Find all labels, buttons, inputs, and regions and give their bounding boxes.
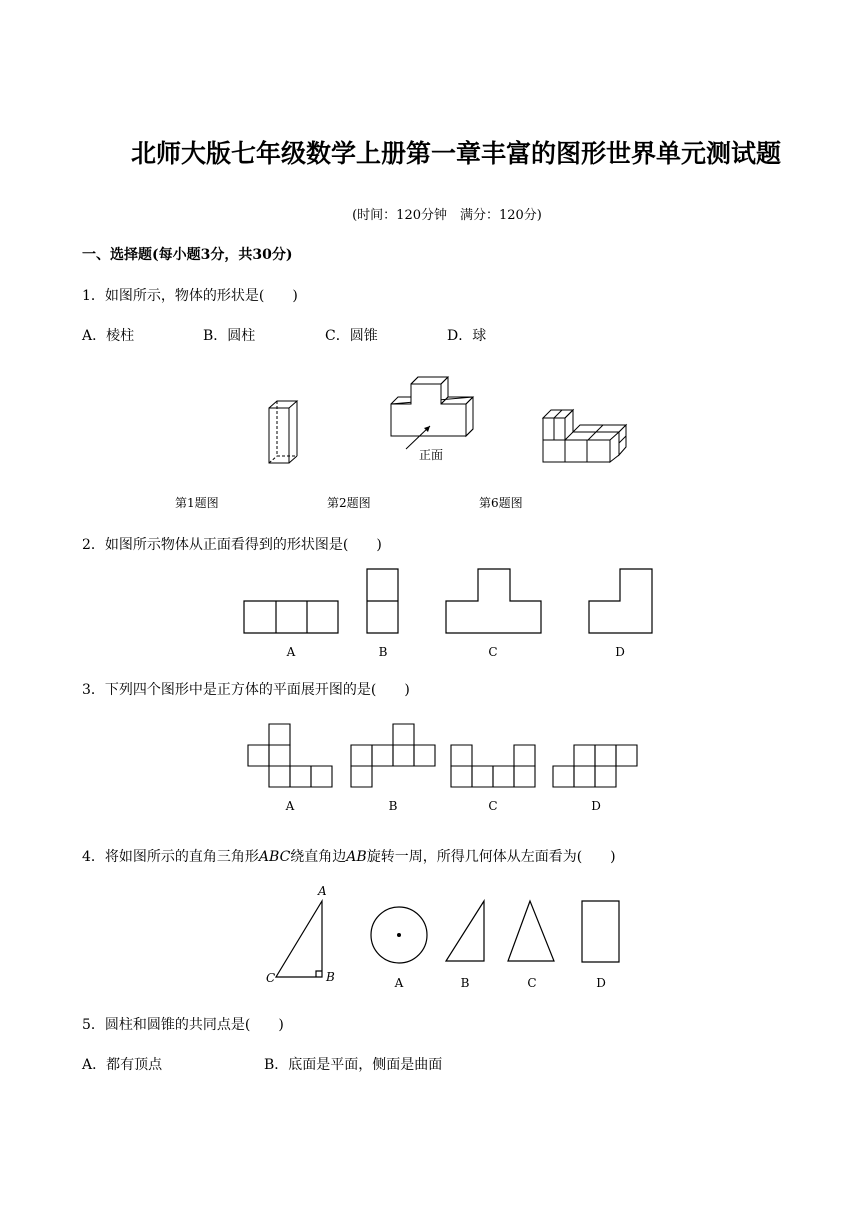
q5-option-a: A．都有顶点 bbox=[82, 1057, 163, 1073]
q3-label-a: A bbox=[285, 799, 295, 813]
q3-label-c: C bbox=[488, 799, 498, 813]
question-5-stem: 5．圆柱和圆锥的共同点是( ) bbox=[82, 1017, 284, 1033]
q5-option-b: B．底面是平面，侧面是曲面 bbox=[264, 1057, 443, 1073]
question-2-stem: 2．如图所示物体从正面看得到的形状图是( ) bbox=[82, 537, 382, 553]
vertex-a: A bbox=[318, 884, 327, 898]
q1-option-c: C．圆锥 bbox=[325, 328, 378, 344]
q3-net-figures bbox=[246, 722, 642, 792]
q1-option-d: D．球 bbox=[447, 328, 487, 344]
q4-stem-post: 旋转一周，所得几何体从左面看为( ) bbox=[366, 849, 616, 865]
figure-q6-cubes bbox=[540, 404, 630, 466]
caption-fig-1: 第1题图 bbox=[175, 496, 219, 510]
section-heading: 一、选择题(每小题3分，共30分) bbox=[82, 247, 293, 263]
q4-label-a: A bbox=[394, 976, 404, 990]
q2-label-b: B bbox=[378, 645, 388, 659]
q3-label-b: B bbox=[388, 799, 398, 813]
question-1-stem: 1．如图所示，物体的形状是( ) bbox=[82, 288, 298, 304]
caption-fig-2: 第2题图 bbox=[327, 496, 371, 510]
caption-fig-6: 第6题图 bbox=[479, 496, 523, 510]
q4-stem-mid: 绕直角边 bbox=[290, 849, 347, 865]
q4-figures bbox=[270, 897, 630, 981]
q4-triangle-name: ABC bbox=[258, 849, 291, 865]
q2-choice-figures bbox=[240, 566, 660, 638]
exam-info: (时间：120分钟 满分：120分) bbox=[352, 208, 542, 223]
q4-label-b: B bbox=[460, 976, 470, 990]
page-title: 北师大版七年级数学上册第一章丰富的图形世界单元测试题 bbox=[130, 139, 781, 168]
q4-axis-name: AB bbox=[346, 849, 367, 865]
q2-label-c: C bbox=[488, 645, 498, 659]
q4-label-c: C bbox=[527, 976, 537, 990]
q4-stem-pre: 4．将如图所示的直角三角形 bbox=[82, 849, 259, 865]
q4-label-d: D bbox=[596, 976, 606, 990]
q2-label-a: A bbox=[286, 645, 296, 659]
question-4-stem bbox=[82, 846, 616, 866]
vertex-b: B bbox=[326, 970, 335, 984]
figure-q1-prism bbox=[266, 398, 306, 468]
figure-q2-solid bbox=[388, 374, 483, 444]
q1-option-b: B．圆柱 bbox=[203, 328, 256, 344]
q2-label-d: D bbox=[615, 645, 625, 659]
vertex-c: C bbox=[266, 971, 276, 985]
q3-label-d: D bbox=[591, 799, 601, 813]
front-view-label: 正面 bbox=[419, 448, 444, 462]
q1-option-a: A．棱柱 bbox=[82, 328, 135, 344]
question-3-stem: 3．下列四个图形中是正方体的平面展开图的是( ) bbox=[82, 682, 410, 698]
